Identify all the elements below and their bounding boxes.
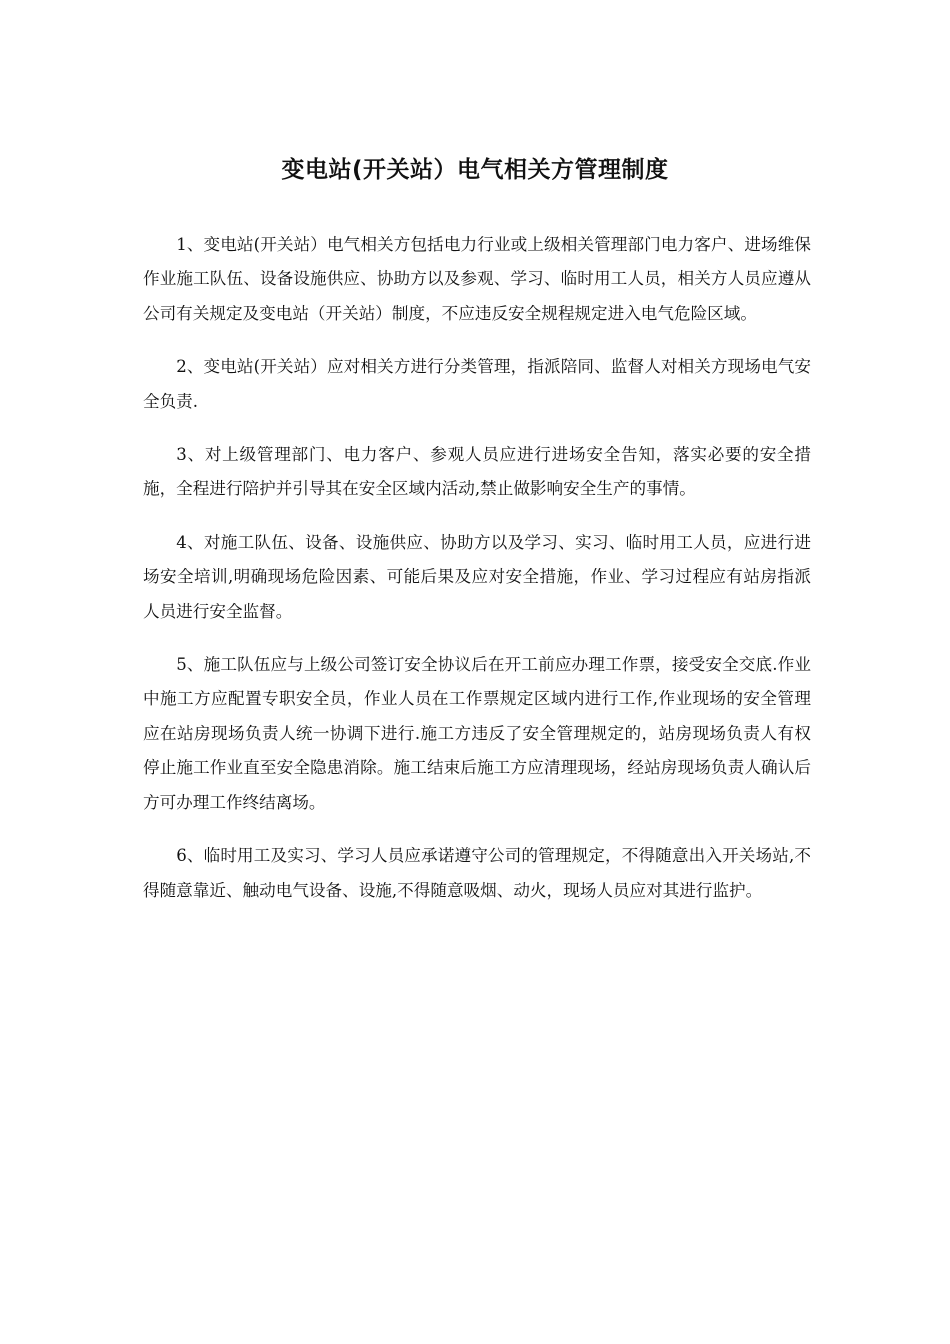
paragraph-2: 2、变电站(开关站）应对相关方进行分类管理，指派陪同、监督人对相关方现场电气安全负责.	[143, 357, 811, 411]
paragraph-4: 4、对施工队伍、设备、设施供应、协助方以及学习、实习、临时用工人员，应进行进场安全培训,明确现场危险因素、可能后果及应对安全措施，作业、学习过程应有站房指派人员进行安全监督。	[143, 532, 811, 621]
paragraph-3: 3、对上级管理部门、电力客户、参观人员应进行进场安全告知，落实必要的安全措施，全程进行陪护并引导其在安全区域内活动,禁止做影响安全生产的事情。	[143, 445, 811, 499]
document-body	[143, 228, 811, 927]
document-title: 变电站(开关站）电气相关方管理制度	[281, 157, 669, 183]
paragraph-5: 5、施工队伍应与上级公司签订安全协议后在开工前应办理工作票，接受安全交底.作业中施工方应配置专职安全员，作业人员在工作票规定区域内进行工作,作业现场的安全管理应在站房现场负责人统一协调下进行.施工方违反了安全管理规定的，站房现场负责人有权停止施工作业直至安全隐患消除。施工结束后施工方应清理现场，经站房现场负责人确认后方可办理工作终结离场。	[143, 655, 811, 812]
paragraph-6: 6、临时用工及实习、学习人员应承诺遵守公司的管理规定，不得随意出入开关场站,不得随意靠近、触动电气设备、设施,不得随意吸烟、动火，现场人员应对其进行监护。	[143, 846, 811, 900]
paragraph-1: 1、变电站(开关站）电气相关方包括电力行业或上级相关管理部门电力客户、进场维保作业施工队伍、设备设施供应、协助方以及参观、学习、临时用工人员，相关方人员应遵从公司有关规定及变电站（开关站）制度，不应违反安全规程规定进入电气危险区域。	[143, 235, 811, 323]
